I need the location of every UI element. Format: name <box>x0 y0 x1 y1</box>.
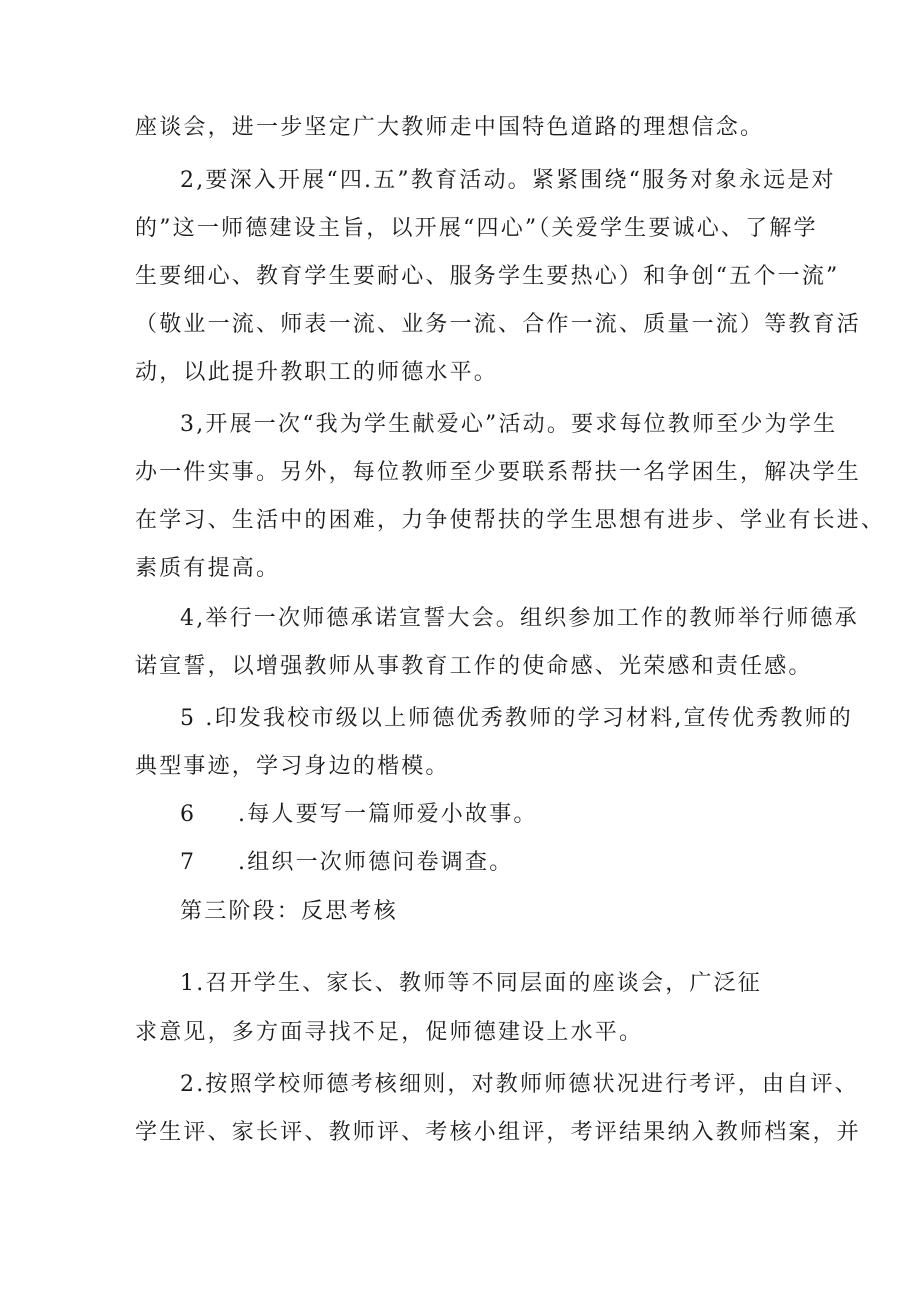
list-number-6: 6 <box>180 802 197 827</box>
paragraph-3-start: 3,开展一次“我为学生献爱心”活动。要求每位教师至少为学生 <box>180 412 838 437</box>
list-item-6 <box>180 800 538 830</box>
text-line: 的”这一师德建设主旨，以开展“四心”（关爱学生要诚心、了解学 <box>135 216 818 241</box>
list-item-6-text: .每人要写一篇师爱小故事。 <box>238 802 538 827</box>
text-line: 求意见，多方面寻找不足，促师德建设上水平。 <box>135 1020 644 1045</box>
paragraph-2-start: 2,要深入开展“四.五”教育活动。紧紧围绕“服务对象永远是对 <box>180 168 836 193</box>
text-line: 办一件实事。另外，每位教师至少要联系帮扶一名学困生，解决学生 <box>135 460 862 485</box>
section3-item-2-start: 2.按照学校师德考核细则，对教师师德状况进行考评，由自评、 <box>180 1072 859 1097</box>
section3-item-1-start: 1.召开学生、家长、教师等不同层面的座谈会，广泛征 <box>180 971 762 996</box>
text-line: 在学习、生活中的困难，力争使帮扶的学生思想有进步、学业有长进、 <box>135 508 886 533</box>
text-line: 学生评、家长评、教师评、考核小组评，考评结果纳入教师档案，并 <box>135 1120 862 1145</box>
text-line: （敬业一流、师表一流、业务一流、合作一流、质量一流）等教育活 <box>135 312 862 337</box>
text-line: 生要细心、教育学生要耐心、服务学生要热心）和争创“五个一流” <box>135 264 840 289</box>
list-item-7 <box>180 848 513 878</box>
text-line: 诺宣誓，以增强教师从事教育工作的使命感、光荣感和责任感。 <box>135 654 813 679</box>
section-heading: 第三阶段：反思考核 <box>180 899 398 924</box>
text-line: 动，以此提升教职工的师德水平。 <box>135 360 499 385</box>
text-line: 素质有提高。 <box>135 556 281 581</box>
paragraph-5-start: 5 .印发我校市级以上师德优秀教师的学习材料,宣传优秀教师的 <box>180 706 853 731</box>
list-item-7-text: .组织一次师德问卷调查。 <box>238 850 514 875</box>
text-line: 座谈会，进一步坚定广大教师走中国特色道路的理想信念。 <box>135 115 765 140</box>
list-number-7: 7 <box>180 850 197 875</box>
text-line: 典型事迹，学习身边的楷模。 <box>135 754 450 779</box>
paragraph-4-start: 4,举行一次师德承诺宣誓大会。组织参加工作的教师举行师德承 <box>180 606 859 631</box>
